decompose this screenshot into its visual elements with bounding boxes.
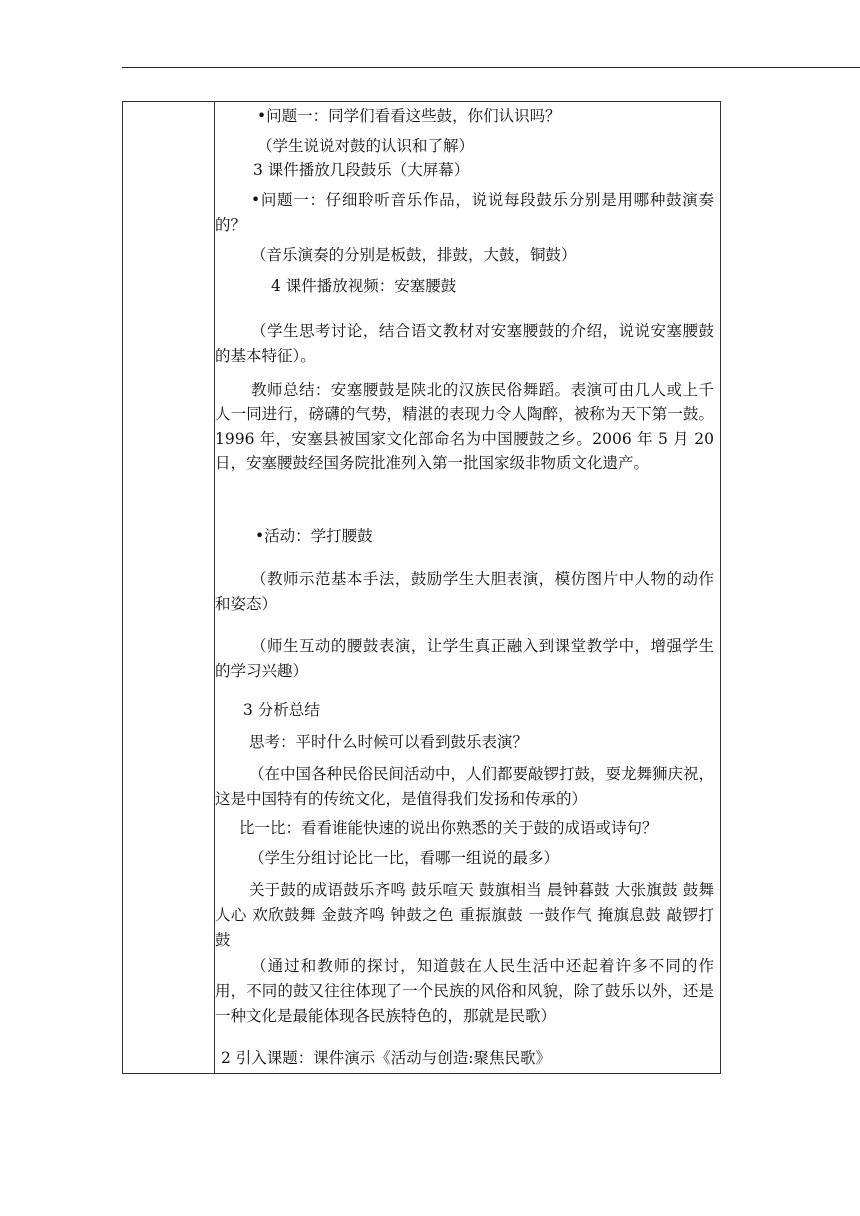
teacher-summary: 教师总结：安塞腰鼓是陕北的汉族民俗舞蹈。表演可由几人或上千人一同进行，磅礴的气势，精湛的表现力令人陶醉，被称为天下第一鼓。1996 年，安塞县被国家文化部命名为中国腰鼓之乡。2006 年 5 月 20 日，安塞腰鼓经国务院批准列入第一批国家级非物质文化遗产。 <box>215 381 714 472</box>
discussion-prompt: （学生思考讨论，结合语文教材对安塞腰鼓的介绍，说说安塞腰鼓的基本特征）。 <box>215 322 714 365</box>
conclusion: （通过和教师的探讨，知道鼓在人民生活中还起着许多不同的作用，不同的鼓又往往体现了一个民族的风俗和风貌，除了鼓乐以外，还是一种文化是最能体现各民族特色的，那就是民歌） <box>215 957 714 1025</box>
topic-intro: 2 引入课题：课件演示《活动与创造:聚焦民歌》 <box>221 1049 552 1067</box>
answer-1: （学生说说对鼓的认识和了解） <box>257 137 475 155</box>
compare-question: 比一比：看看谁能快速的说出你熟悉的关于鼓的成语或诗句？ <box>239 819 658 837</box>
think-question: 思考：平时什么时候可以看到鼓乐表演？ <box>249 733 529 751</box>
table-left-column <box>123 102 215 1073</box>
think-answer: （在中国各种民俗民间活动中，人们都要敲锣打鼓，耍龙舞狮庆祝，这是中国特有的传统文化，是值得我们发扬和传承的） <box>215 765 715 808</box>
answer-2: （音乐演奏的分别是板鼓，排鼓，大鼓，铜鼓） <box>251 246 577 264</box>
step-3-heading: 3 课件播放几段鼓乐（大屏幕） <box>253 161 470 179</box>
drum-idioms: 关于鼓的成语鼓乐齐鸣 鼓乐喧天 鼓旗相当 晨钟暮鼓 大张旗鼓 鼓舞人心 欢欣鼓舞 金鼓齐鸣 钟鼓之色 重振旗鼓 一鼓作气 掩旗息鼓 敲锣打鼓 <box>215 881 714 949</box>
step-4-heading: 4 课件播放视频：安塞腰鼓 <box>271 277 457 295</box>
activity-heading: •活动：学打腰鼓 <box>255 527 373 545</box>
header-rule <box>122 67 860 68</box>
compare-answer: （学生分组讨论比一比，看哪一组说的最多） <box>249 849 560 867</box>
lesson-plan-table <box>122 101 721 1074</box>
teacher-demo: （教师示范基本手法，鼓励学生大胆表演，模仿图片中人物的动作和姿态） <box>215 570 714 613</box>
question-1: •问题一：同学们看看这些鼓，你们认识吗？ <box>257 107 561 125</box>
table-content-cell <box>215 102 720 1073</box>
analysis-heading: 3 分析总结 <box>243 701 320 719</box>
interaction-note: （师生互动的腰鼓表演，让学生真正融入到课堂教学中，增强学生的学习兴趣） <box>215 637 714 680</box>
question-2: •问题一：仔细聆听音乐作品，说说每段鼓乐分别是用哪种鼓演奏的？ <box>215 191 714 234</box>
